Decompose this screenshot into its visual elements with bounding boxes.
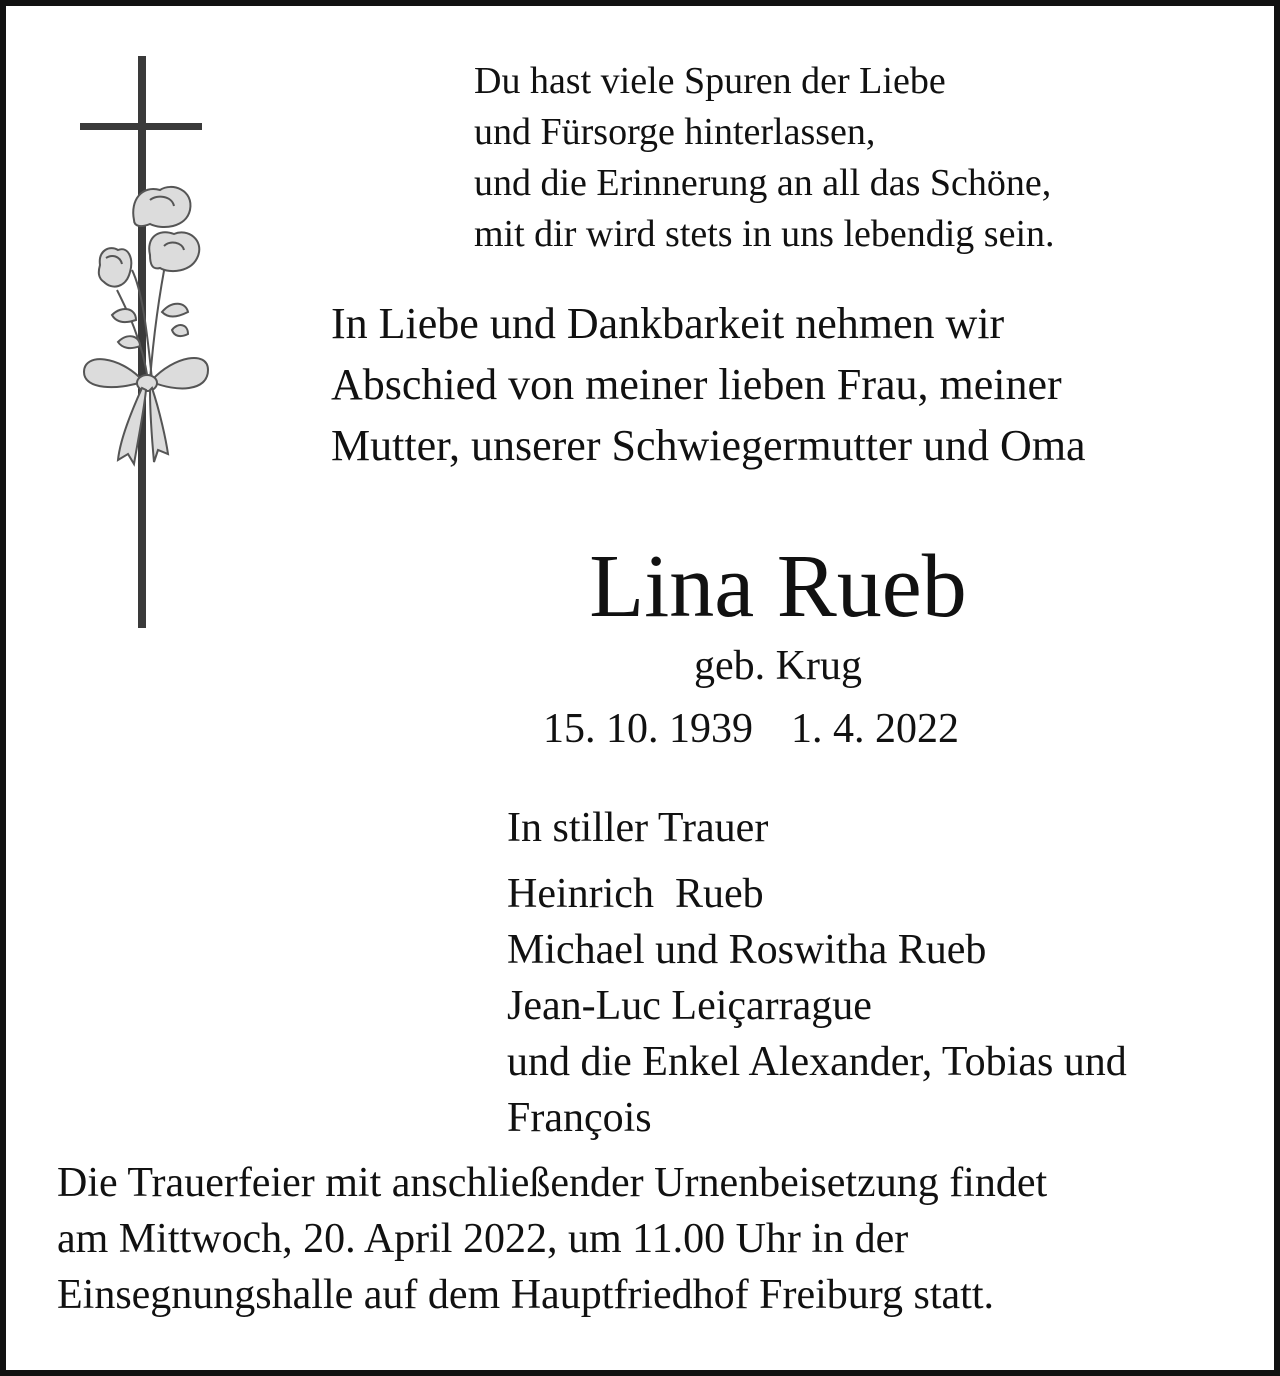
death-date: 1. 4. 2022 <box>791 706 959 752</box>
intro-text <box>331 293 1086 476</box>
life-dates <box>543 701 959 757</box>
deceased-name: Lina Rueb <box>589 537 967 636</box>
intro-line: Abschied von meiner lieben Frau, meiner <box>331 360 1062 409</box>
poem-line: mit dir wird stets in uns lebendig sein. <box>474 213 1055 255</box>
mourning-heading: In stiller Trauer <box>507 805 769 851</box>
mourner-line: François <box>507 1095 652 1141</box>
mourner-line: Jean-Luc Leiçarrague <box>507 983 872 1029</box>
service-line: Die Trauerfeier mit anschließender Urnenbeisetzung findet <box>57 1160 1048 1206</box>
service-line: Einsegnungshalle auf dem Hauptfriedhof Freiburg statt. <box>57 1272 995 1318</box>
mourner-line: Michael und Roswitha Rueb <box>507 927 987 973</box>
poem-line: und die Erinnerung an all das Schöne, <box>474 162 1052 204</box>
service-line: am Mittwoch, 20. April 2022, um 11.00 Uhr in der <box>57 1216 909 1262</box>
intro-line: Mutter, unserer Schwiegermutter und Oma <box>331 421 1086 470</box>
poem-verse <box>474 56 1055 260</box>
mourner-line: Heinrich Rueb <box>507 871 764 917</box>
intro-line: In Liebe und Dankbarkeit nehmen wir <box>331 299 1005 348</box>
mourners-list <box>507 866 1127 1146</box>
birth-date: 15. 10. 1939 <box>543 706 753 752</box>
service-info <box>57 1155 1047 1323</box>
poem-line: und Fürsorge hinterlassen, <box>474 111 876 153</box>
mourner-line: und die Enkel Alexander, Tobias und <box>507 1039 1127 1085</box>
poem-line: Du hast viele Spuren der Liebe <box>474 60 946 102</box>
maiden-name: geb. Krug <box>694 643 862 689</box>
